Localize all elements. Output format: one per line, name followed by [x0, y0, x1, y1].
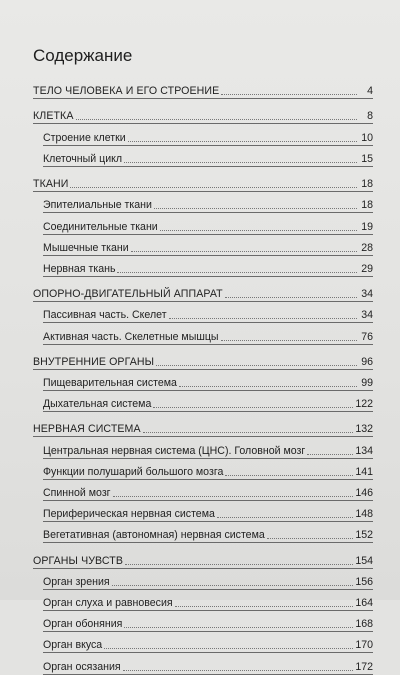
- toc-item-page-number: 170: [355, 639, 373, 652]
- toc-item-page-number: 172: [355, 660, 373, 673]
- toc-item-label: Периферическая нервная система: [43, 508, 215, 521]
- toc-item: [43, 437, 373, 458]
- dot-leader: [169, 318, 357, 319]
- toc-item: [43, 522, 373, 543]
- toc-item-page-number: 34: [361, 309, 373, 322]
- dot-leader: [225, 475, 353, 476]
- toc-item-label: Орган зрения: [43, 575, 110, 588]
- dot-leader: [217, 517, 353, 518]
- toc-item-page-number: 29: [361, 262, 373, 275]
- toc-section: [33, 349, 373, 370]
- dot-leader: [221, 340, 357, 341]
- toc-item-label: Мышечные ткани: [43, 241, 129, 254]
- toc-item: [43, 459, 373, 480]
- dot-leader: [221, 94, 357, 95]
- toc-item: [43, 611, 373, 632]
- toc-item: [43, 124, 373, 145]
- toc-section-label: ТКАНИ: [33, 178, 69, 191]
- toc-item: [43, 480, 373, 501]
- toc-section-page-number: 34: [361, 288, 373, 301]
- toc-item-page-number: 10: [361, 131, 373, 144]
- toc-item: [43, 192, 373, 213]
- dot-leader: [156, 365, 357, 366]
- toc-item-page-number: 148: [355, 508, 373, 521]
- page-title: Содержание: [33, 46, 133, 65]
- dot-leader: [153, 407, 353, 408]
- toc-item-page-number: 152: [355, 529, 373, 542]
- toc-item: [43, 323, 373, 344]
- toc-item-label: Орган осязания: [43, 660, 121, 673]
- toc-item-label: Орган обоняния: [43, 618, 123, 631]
- toc-section-label: КЛЕТКА: [33, 110, 74, 123]
- toc-section-page-number: 96: [361, 355, 373, 368]
- toc-section-page-number: 4: [367, 85, 373, 98]
- dot-leader: [143, 432, 354, 433]
- toc-section-page-number: 132: [355, 423, 373, 436]
- toc-item-label: Пассивная часть. Скелет: [43, 309, 167, 322]
- toc-item: [43, 213, 373, 234]
- toc-item: [43, 235, 373, 256]
- dot-leader: [175, 606, 354, 607]
- toc-item-page-number: 99: [361, 377, 373, 389]
- dot-leader: [225, 297, 357, 298]
- toc-item-page-number: 19: [361, 220, 373, 233]
- toc-item-page-number: 18: [361, 199, 373, 212]
- toc-item: [43, 632, 373, 653]
- toc-section: [33, 548, 373, 569]
- toc-section-label: ОРГАНЫ ЧУВСТВ: [33, 554, 124, 567]
- dot-leader: [112, 585, 354, 586]
- toc-section-label: НЕРВНАЯ СИСТЕМА: [33, 423, 141, 436]
- toc-item-label: Орган вкуса: [43, 639, 103, 652]
- toc-item-label: Функции полушарий большого мозга: [43, 465, 224, 478]
- toc-item-label: Орган слуха и равновесия: [43, 597, 173, 610]
- toc-item-page-number: 156: [355, 575, 373, 588]
- toc-section-label: ВНУТРЕННИЕ ОРГАНЫ: [33, 355, 155, 368]
- dot-leader: [123, 670, 354, 671]
- dot-leader: [154, 208, 357, 209]
- dot-leader: [128, 141, 357, 142]
- toc-item-label: Спинной мозг: [43, 487, 111, 500]
- toc-item: [43, 590, 373, 611]
- toc-item-page-number: 168: [355, 618, 373, 631]
- toc-item: [43, 370, 373, 391]
- dot-leader: [131, 251, 357, 252]
- dot-leader: [267, 538, 354, 539]
- toc-item-label: Дыхательная система: [43, 398, 152, 411]
- toc-section-page-number: 154: [355, 554, 373, 567]
- toc-item-label: Центральная нервная система (ЦНС). Головной мозг: [43, 444, 306, 457]
- toc-section-page-number: 8: [367, 110, 373, 123]
- toc-item-page-number: 76: [361, 330, 373, 343]
- table-of-contents: [33, 78, 373, 675]
- toc-item: [43, 569, 373, 590]
- toc-item-page-number: 146: [355, 487, 373, 500]
- toc-item-page-number: 164: [355, 597, 373, 610]
- dot-leader: [113, 496, 354, 497]
- dot-leader: [124, 162, 357, 163]
- dot-leader: [76, 119, 358, 120]
- toc-item-label: Соединительные ткани: [43, 220, 158, 233]
- toc-section: [33, 416, 373, 437]
- toc-item: [43, 501, 373, 522]
- toc-item-page-number: 15: [361, 152, 373, 165]
- dot-leader: [307, 454, 353, 455]
- toc-item: [43, 256, 373, 277]
- toc-item-label: Нервная ткань: [43, 262, 116, 275]
- toc-item-label: Вегетативная (автономная) нервная система: [43, 529, 265, 542]
- dot-leader: [160, 230, 357, 231]
- dot-leader: [124, 627, 353, 628]
- toc-section: [33, 171, 373, 192]
- toc-section-page-number: 18: [361, 178, 373, 191]
- toc-item: [43, 653, 373, 674]
- dot-leader: [104, 648, 353, 649]
- toc-item-label: Строение клетки: [43, 131, 126, 144]
- toc-item-page-number: 122: [355, 398, 373, 411]
- toc-item: [43, 391, 373, 412]
- dot-leader: [117, 272, 357, 273]
- toc-item-label: Пищеварительная система: [43, 377, 177, 389]
- toc-item: [43, 146, 373, 167]
- toc-item-label: Эпителиальные ткани: [43, 199, 152, 212]
- toc-item-page-number: 28: [361, 241, 373, 254]
- toc-item: [43, 302, 373, 323]
- toc-item-page-number: 134: [355, 444, 373, 457]
- dot-leader: [125, 564, 353, 565]
- toc-section: [33, 281, 373, 302]
- dot-leader: [70, 187, 357, 188]
- dot-leader: [179, 386, 357, 387]
- toc-section-label: ТЕЛО ЧЕЛОВЕКА И ЕГО СТРОЕНИЕ: [33, 85, 220, 98]
- toc-item-label: Активная часть. Скелетные мышцы: [43, 330, 219, 343]
- toc-section-label: ОПОРНО-ДВИГАТЕЛЬНЫЙ АППАРАТ: [33, 288, 223, 301]
- toc-section: [33, 103, 373, 124]
- toc-section: [33, 78, 373, 99]
- toc-item-page-number: 141: [355, 465, 373, 478]
- toc-item-label: Клеточный цикл: [43, 152, 123, 165]
